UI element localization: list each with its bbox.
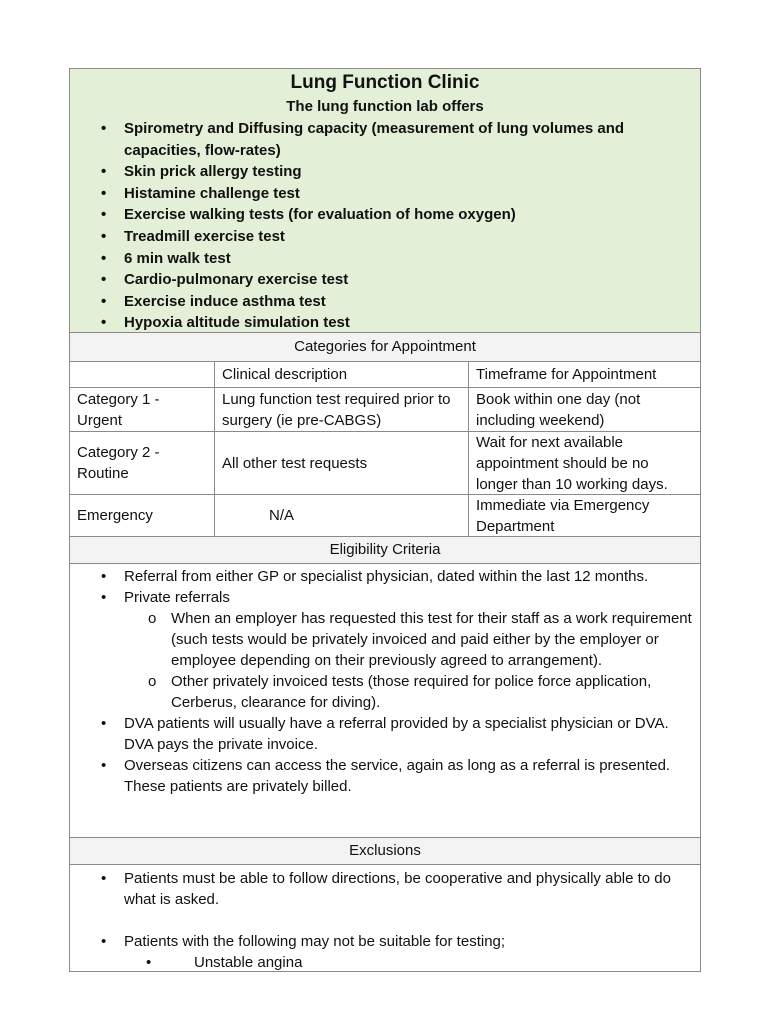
bullet-icon: • — [101, 206, 107, 224]
list-item: • 6 min walk test — [70, 248, 644, 270]
bullet-icon: • — [101, 589, 107, 606]
bullet-icon: • — [101, 271, 107, 289]
bullet-icon: • — [146, 954, 152, 971]
exclusions-heading: Exclusions — [70, 838, 700, 865]
list-item: • Overseas citizens can access the service, again as long as a referral is presented. These patients are privately billed. — [101, 757, 671, 795]
bullet-icon: • — [101, 757, 107, 774]
column-header: Clinical description — [215, 362, 469, 387]
table-row — [70, 495, 700, 537]
list-item: • Hypoxia altitude simulation test — [70, 312, 644, 334]
bullet-icon: • — [101, 292, 107, 310]
timeframe-cell: Wait for next available appointment should be no longer than 10 working days. — [476, 433, 668, 493]
list-item: • Treadmill exercise test — [70, 226, 644, 248]
circle-bullet-icon: o — [148, 673, 157, 690]
category-cell: Emergency — [70, 495, 215, 536]
list-item: • DVA patients will usually have a referral provided by a specialist physician or DVA. DVA pays the private invoice. — [101, 715, 669, 753]
timeframe-cell: Book within one day (not including weekend) — [476, 390, 641, 429]
bullet-icon: • — [101, 227, 107, 245]
referral-form — [69, 68, 701, 972]
bullet-icon: • — [101, 314, 107, 332]
page-subtitle: The lung function lab offers — [286, 98, 484, 115]
offers-list — [70, 118, 644, 334]
sub-list-item: o Other privately invoiced tests (those required for police force application, Cerberus, clearance for diving). — [148, 673, 652, 711]
bullet-icon: • — [101, 568, 107, 585]
clinic-header — [70, 69, 700, 333]
page-title: Lung Function Clinic — [290, 72, 480, 93]
list-item: • Cardio-pulmonary exercise test — [70, 269, 644, 291]
table-header-row — [70, 362, 700, 388]
list-item: • Exercise induce asthma test — [70, 291, 644, 313]
bullet-icon: • — [101, 933, 107, 950]
categories-heading: Categories for Appointment — [70, 333, 700, 362]
column-header: Timeframe for Appointment — [476, 366, 657, 383]
list-item: • Exercise walking tests (for evaluation of home oxygen) — [70, 204, 644, 226]
bullet-icon: • — [101, 715, 107, 732]
category-cell: Category 2 - Routine — [70, 432, 215, 494]
spacer — [70, 910, 700, 931]
bullet-icon: • — [101, 120, 107, 137]
bullet-icon: • — [101, 184, 107, 202]
list-item: • Patients must be able to follow directions, be cooperative and physically able to do what is asked. — [101, 870, 671, 908]
description-cell: Lung function test required prior to surgery (ie pre-CABGS) — [215, 388, 469, 431]
eligibility-heading: Eligibility Criteria — [70, 537, 700, 564]
bullet-icon: • — [101, 163, 107, 181]
list-item: • Histamine challenge test — [70, 183, 644, 205]
list-item: • Skin prick allergy testing — [70, 161, 644, 183]
description-cell: All other test requests — [215, 432, 469, 494]
bullet-icon: • — [101, 870, 107, 887]
table-row — [70, 432, 700, 495]
list-item: • Patients with the following may not be suitable for testing; — [101, 933, 506, 950]
table-row — [70, 388, 700, 432]
column-header — [70, 362, 215, 387]
circle-bullet-icon: o — [148, 610, 157, 627]
exclusions-list — [70, 865, 700, 973]
description-cell: N/A — [215, 495, 469, 536]
sub-list-item: o When an employer has requested this test for their staff as a work requirement (such tests would be privately invoiced and paid either by the employer or employee depending on their previously agreed to arrangement). — [148, 610, 692, 669]
sub-list-item: • Unstable angina — [146, 954, 303, 971]
list-item: • Spirometry and Diffusing capacity (measurement of lung volumes and capacities, flow-rates) — [101, 120, 625, 159]
timeframe-cell: Immediate via Emergency Department — [476, 496, 650, 535]
list-item: • Private referrals — [101, 589, 230, 606]
category-cell: Category 1 - Urgent — [70, 388, 215, 431]
bullet-icon: • — [101, 249, 107, 267]
eligibility-list — [70, 564, 700, 838]
list-item: • Referral from either GP or specialist physician, dated within the last 12 months. — [101, 568, 649, 585]
